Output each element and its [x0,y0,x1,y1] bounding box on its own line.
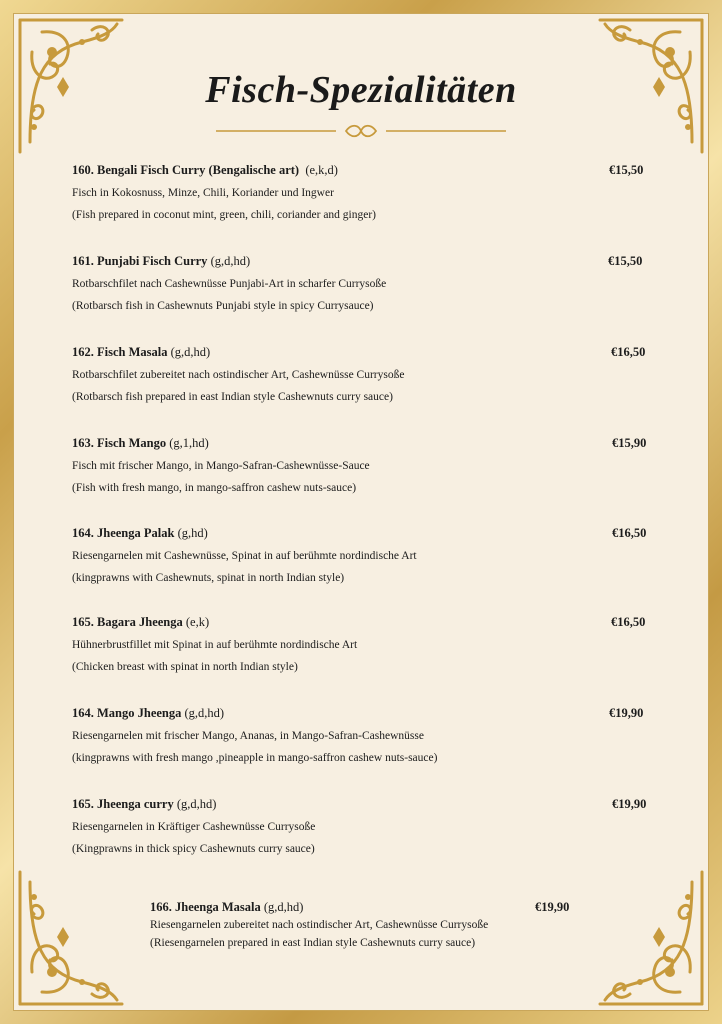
item-description-de: Riesengarnelen zubereitet nach ostindischer Art, Cashewnüsse Currysoße [150,919,489,931]
item-name: 163. Fisch Mango [72,436,167,450]
menu-item [72,614,652,675]
item-name: 164. Jheenga Palak [72,526,175,540]
menu-item [72,705,652,766]
item-name: 160. Bengali Fisch Curry (Bengalische art) [72,163,300,177]
item-description-en: (kingprawns with Cashewnuts, spinat in north Indian style) [72,572,345,584]
item-description-de: Rotbarschfilet nach Cashewnüsse Punjabi-Art in scharfer Currysoße [72,278,387,290]
item-name: 164. Mango Jheenga [72,706,182,720]
item-price: €19,90 [609,706,644,720]
item-description-en: (Fish prepared in coconut mint, green, chili, coriander and ginger) [72,209,377,221]
item-name: 166. Jheenga Masala [150,900,261,914]
item-codes: (g,hd) [177,526,208,540]
item-description-de: Fisch in Kokosnuss, Minze, Chili, Koriander und Ingwer [72,187,334,199]
item-price: €15,50 [608,254,643,268]
item-description-en: (Rotbarsch fish in Cashewnuts Punjabi style in spicy Currysauce) [72,300,374,312]
item-codes: (g,d,hd) [263,900,304,914]
item-description-en: (kingprawns with fresh mango ,pineapple in mango-saffron cashew nuts-sauce) [72,752,438,764]
item-price: €16,50 [612,526,647,540]
title-divider-icon [216,122,506,140]
item-name: 161. Punjabi Fisch Curry [72,254,208,268]
item-price: €16,50 [611,615,646,629]
item-price: €16,50 [611,345,646,359]
item-codes: (g,1,hd) [169,436,209,450]
item-description-en: (Kingprawns in thick spicy Cashewnuts curry sauce) [72,843,315,855]
menu-item [72,344,652,405]
item-codes: (e,k,d) [305,163,338,177]
menu-item [72,435,652,496]
item-price: €15,50 [609,163,644,177]
item-codes: (g,d,hd) [184,706,225,720]
item-description-de: Riesengarnelen in Kräftiger Cashewnüsse Currysoße [72,821,316,833]
item-price: €19,90 [535,900,570,914]
item-description-en: (Riesengarnelen prepared in east Indian style Cashewnuts curry sauce) [150,937,476,949]
item-codes: (g,d,hd) [210,254,251,268]
item-codes: (e,k) [185,615,210,629]
page-title: Fisch-Spezialitäten [205,69,517,111]
item-name: 165. Bagara Jheenga [72,615,183,629]
item-description-en: (Fish with fresh mango, in mango-saffron cashew nuts-sauce) [72,482,357,494]
ornament-corner-icon [12,862,132,1012]
menu-item [72,253,652,314]
item-description-en: (Rotbarsch fish prepared in east Indian style Cashewnuts curry sauce) [72,391,393,403]
item-price: €15,90 [612,436,647,450]
item-description-de: Rotbarschfilet zubereitet nach ostindischer Art, Cashewnüsse Currysoße [72,369,405,381]
item-description-de: Hühnerbrustfillet mit Spinat in auf berühmte nordindische Art [72,639,358,651]
item-price: €19,90 [612,797,647,811]
menu-item [72,796,652,857]
item-description-de: Fisch mit frischer Mango, in Mango-Safran-Cashewnüsse-Sauce [72,460,370,472]
item-description-de: Riesengarnelen mit frischer Mango, Ananas, in Mango-Safran-Cashewnüsse [72,730,424,742]
ornament-corner-icon [590,862,710,1012]
item-name: 165. Jheenga curry [72,797,174,811]
item-codes: (g,d,hd) [176,797,217,811]
menu-item [72,525,652,586]
menu-item [72,162,652,223]
item-name: 162. Fisch Masala [72,345,168,359]
item-codes: (g,d,hd) [170,345,211,359]
item-description-en: (Chicken breast with spinat in north Indian style) [72,661,298,673]
item-description-de: Riesengarnelen mit Cashewnüsse, Spinat in auf berühmte nordindische Art [72,550,417,562]
menu-item [150,899,580,951]
